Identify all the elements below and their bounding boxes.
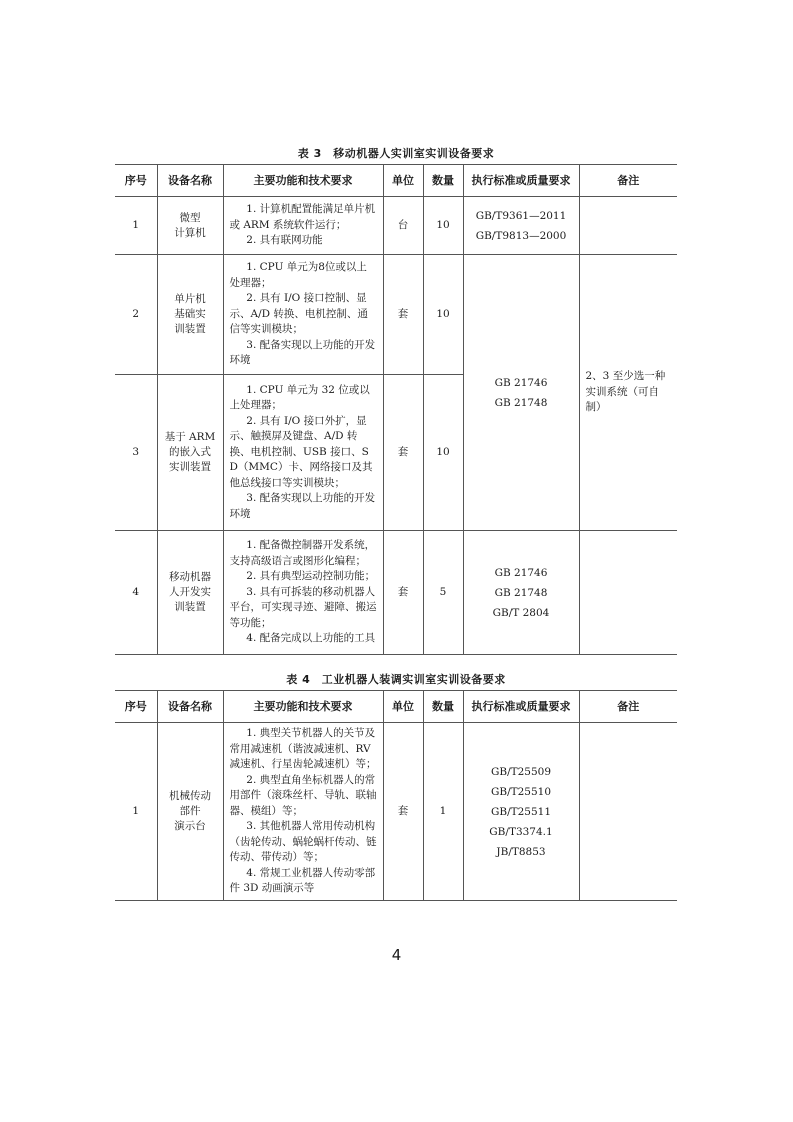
table-row xyxy=(115,723,677,901)
row-no: 1 xyxy=(115,197,157,255)
function-requirements: 1. 计算机配置能满足单片机或 ARM 系统软件运行； 2. 具有联网功能 xyxy=(223,197,383,255)
function-requirements: 1. CPU 单元为 32 位或以上处理器； 2. 具有 I/O 接口外扩，显示、触摸屏及键盘、A/D 转换、电机控制、USB 接口、SD（MMC）卡、网络接口及其他总线接口等实训模块； 3. 配备实现以上功能的开发环境 xyxy=(223,375,383,531)
quantity: 10 xyxy=(423,197,463,255)
header-qty: 数量 xyxy=(423,691,463,723)
header-name: 设备名称 xyxy=(157,691,223,723)
table3 xyxy=(115,164,677,655)
quantity: 10 xyxy=(423,375,463,531)
row-no: 2 xyxy=(115,255,157,375)
function-requirements: 1. CPU 单元为8位或以上处理器； 2. 具有 I/O 接口控制、显示、A/D 转换、电机控制、通信等实训模块； 3. 配备实现以上功能的开发环境 xyxy=(223,255,383,375)
standards: GB 21746 GB 21748 GB/T 2804 xyxy=(463,531,579,655)
function-requirements: 1. 配备微控制器开发系统，支持高级语言或图形化编程； 2. 具有典型运动控制功能； 3. 具有可拆装的移动机器人平台，可实现寻迹、避障、搬运等功能； 4. 配备完成以上功能的工具 xyxy=(223,531,383,655)
header-unit: 单位 xyxy=(383,165,423,197)
device-name: 基于 ARM 的嵌入式 实训装置 xyxy=(157,375,223,531)
table-row xyxy=(115,197,677,255)
table3-header-row xyxy=(115,165,677,197)
table4-header-row xyxy=(115,691,677,723)
device-name: 微型 计算机 xyxy=(157,197,223,255)
standards: GB/T25509 GB/T25510 GB/T25511 GB/T3374.1 JB/T8853 xyxy=(463,723,579,901)
remark xyxy=(579,723,677,901)
header-remark: 备注 xyxy=(579,165,677,197)
header-remark: 备注 xyxy=(579,691,677,723)
header-std: 执行标准或质量要求 xyxy=(463,691,579,723)
unit: 套 xyxy=(383,375,423,531)
header-std: 执行标准或质量要求 xyxy=(463,165,579,197)
header-unit: 单位 xyxy=(383,691,423,723)
unit: 套 xyxy=(383,723,423,901)
header-name: 设备名称 xyxy=(157,165,223,197)
quantity: 10 xyxy=(423,255,463,375)
quantity: 1 xyxy=(423,723,463,901)
unit: 套 xyxy=(383,255,423,375)
row-no: 1 xyxy=(115,723,157,901)
device-name: 单片机 基础实 训装置 xyxy=(157,255,223,375)
header-func: 主要功能和技术要求 xyxy=(223,165,383,197)
table-row xyxy=(115,531,677,655)
standards: GB/T9361—2011 GB/T9813—2000 xyxy=(463,197,579,255)
standards: GB 21746 GB 21748 xyxy=(463,255,579,531)
function-requirements: 1. 典型关节机器人的关节及常用减速机（谐波减速机、RV 减速机、行星齿轮减速机）等； 2. 典型直角坐标机器人的常用部件（滚珠丝杆、导轨、联轴器、模组）等； 3. 其他机器人常用传动机构（齿轮传动、蜗轮蜗杆传动、链传动、带传动）等； 4. 常规工业机器人传动零部件 3D 动画演示等 xyxy=(223,723,383,901)
table3-caption: 表 3 移动机器人实训室实训设备要求 xyxy=(297,147,495,160)
page-number: 4 xyxy=(391,946,402,964)
table4-caption: 表 4 工业机器人装调实训室实训设备要求 xyxy=(286,673,506,686)
row-no: 3 xyxy=(115,375,157,531)
quantity: 5 xyxy=(423,531,463,655)
device-name: 移动机器 人开发实 训装置 xyxy=(157,531,223,655)
row-no: 4 xyxy=(115,531,157,655)
header-qty: 数量 xyxy=(423,165,463,197)
remark xyxy=(579,197,677,255)
unit: 套 xyxy=(383,531,423,655)
remark xyxy=(579,531,677,655)
header-no: 序号 xyxy=(115,691,157,723)
unit: 台 xyxy=(383,197,423,255)
table-row xyxy=(115,255,677,375)
remark: 2、3 至少选一种实训系统（可自制） xyxy=(579,255,677,531)
device-name: 机械传动 部件 演示台 xyxy=(157,723,223,901)
header-no: 序号 xyxy=(115,165,157,197)
table4 xyxy=(115,690,677,901)
header-func: 主要功能和技术要求 xyxy=(223,691,383,723)
